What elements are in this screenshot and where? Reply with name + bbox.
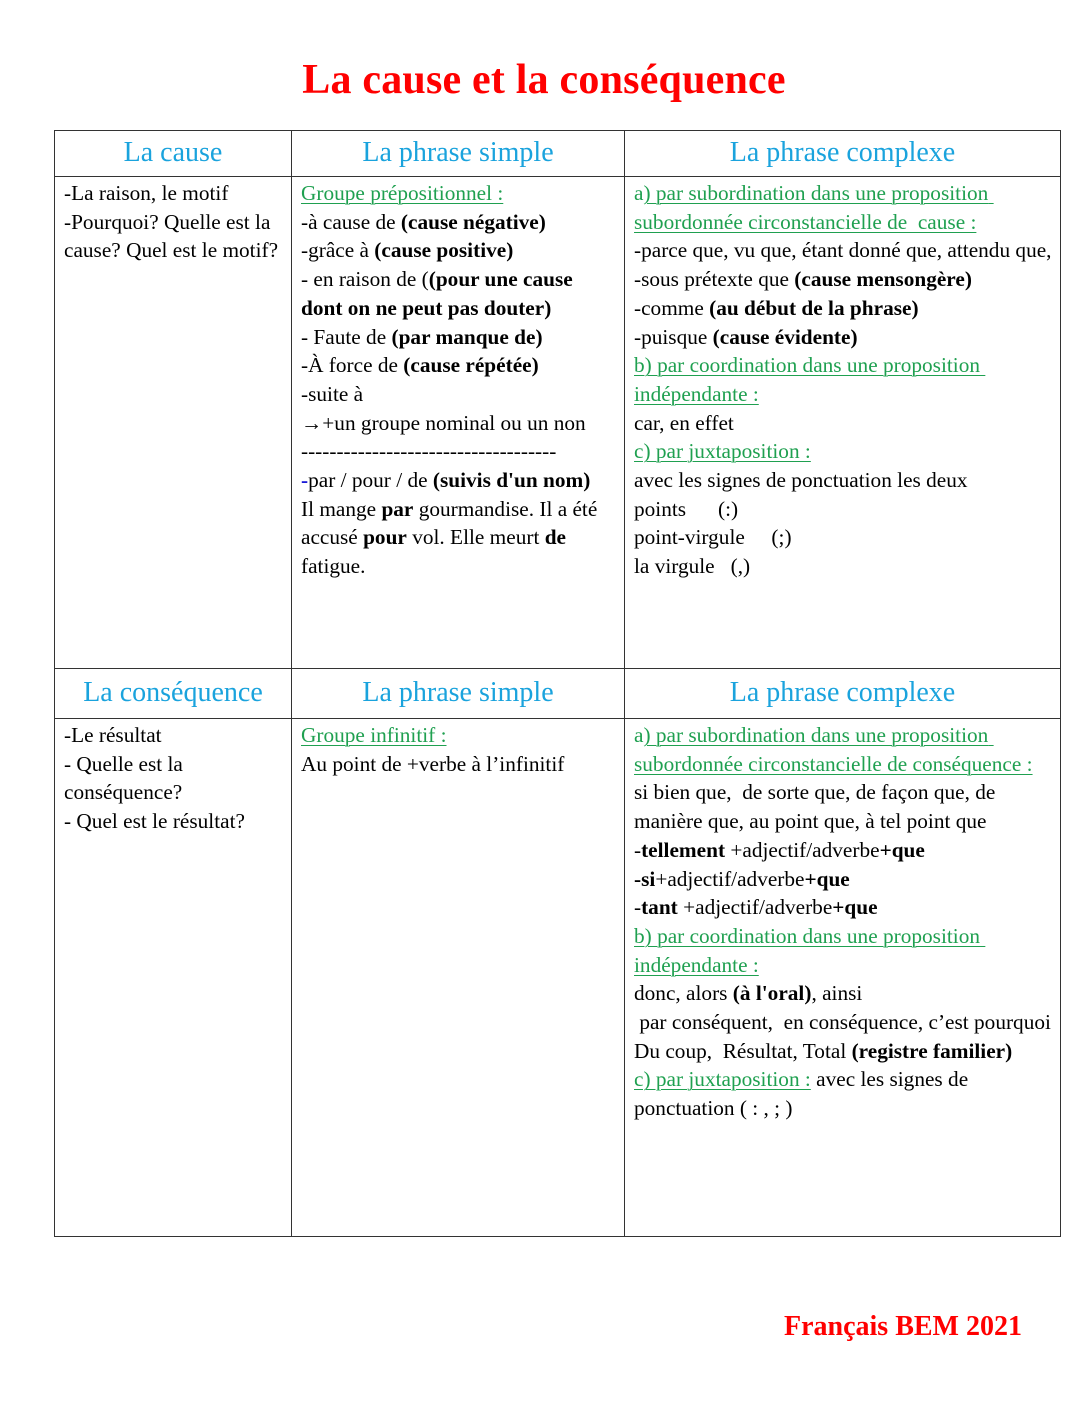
text-line: -si+adjectif/adverbe+que	[634, 866, 850, 891]
consequence-body-row	[55, 719, 1061, 1237]
text-line: la virgule (,)	[634, 554, 751, 579]
section-heading: Groupe infinitif :	[301, 723, 447, 747]
text-line: -comme (au début de la phrase)	[634, 295, 919, 320]
text-line: - Quel est le résultat?	[64, 809, 245, 834]
cause-header-row	[55, 131, 1061, 177]
section-heading: c) par juxtaposition :	[634, 1067, 811, 1092]
header-phrase-simple: La phrase simple	[292, 669, 625, 719]
header-phrase-complexe: La phrase complexe	[625, 131, 1061, 177]
example-text: Il mange par gourmandise. Il a été accusé pour vol. Elle meurt de fatigue.	[301, 496, 603, 579]
text-line: -parce que, vu que, étant donné que, attendu que,	[634, 238, 1052, 263]
text-line: -grâce à (cause positive)	[301, 238, 514, 263]
text-line: -La raison, le motif	[64, 181, 229, 205]
section-heading: b) par coordination dans une proposition indépendante :	[634, 353, 986, 406]
section-heading: Groupe prépositionnel :	[301, 181, 504, 205]
separator: ------------------------------------	[301, 439, 557, 464]
cause-simple-cell	[292, 177, 625, 669]
footer-label: Français BEM 2021	[784, 1311, 1022, 1342]
text-line: c) par juxtaposition : avec les signes de ponctuation ( : , ; )	[634, 1067, 974, 1121]
text-line: car, en effet	[634, 410, 734, 435]
text-line: Au point de +verbe à l’infinitif	[301, 751, 565, 776]
text-line: - en raison de ((pour une cause dont on ne peut pas douter)	[301, 267, 579, 320]
text-line: Du coup, Résultat, Total (registre familier)	[634, 1038, 1013, 1063]
text-line: point-virgule (;)	[634, 525, 792, 550]
text-line: donc, alors (à l'oral), ainsi	[634, 981, 863, 1006]
text-line: par conséquent, en conséquence, c’est pourquoi	[634, 1010, 1051, 1035]
cause-complex-cell	[625, 177, 1061, 669]
cause-consequence-table	[54, 130, 1061, 1237]
text-line: -Le résultat	[64, 723, 162, 747]
section-heading: b) par coordination dans une proposition indépendante :	[634, 923, 986, 977]
text-line: si bien que, de sorte que, de façon que, de manière que, au point que, à tel point que	[634, 780, 1001, 834]
text-line: -à cause de (cause négative)	[301, 209, 546, 234]
text-line: -par / pour / de (suivis d'un nom)	[301, 468, 591, 493]
consequence-simple-cell	[292, 719, 625, 1237]
cause-body-row	[55, 177, 1061, 669]
consequence-header-row	[55, 669, 1061, 719]
header-la-cause: La cause	[55, 131, 292, 177]
text-line: -À force de (cause répétée)	[301, 353, 539, 378]
text-line: - Quelle est la conséquence?	[64, 751, 189, 805]
text-line: -tellement +adjectif/adverbe+que	[634, 837, 925, 862]
text-line: avec les signes de ponctuation les deux	[634, 468, 968, 493]
text-line: -Pourquoi? Quelle est la cause? Quel est le motif?	[64, 209, 279, 263]
text-line: -puisque (cause évidente)	[634, 324, 858, 349]
section-heading: a) par subordination dans une proposition subordonnée circonstancielle de conséquence :	[634, 723, 1033, 776]
text-line: -tant +adjectif/adverbe+que	[634, 895, 878, 920]
text-line: →+un groupe nominal ou un non	[301, 410, 586, 435]
header-la-consequence: La conséquence	[55, 669, 292, 719]
section-heading: c) par juxtaposition :	[634, 439, 811, 464]
text-line: -suite à	[301, 381, 364, 406]
text-line: points (:)	[634, 496, 739, 521]
cause-definition-cell	[55, 177, 292, 669]
text-line: -sous prétexte que (cause mensongère)	[634, 267, 972, 292]
header-phrase-simple: La phrase simple	[292, 131, 625, 177]
header-phrase-complexe: La phrase complexe	[625, 669, 1061, 719]
page-title: La cause et la conséquence	[302, 57, 786, 103]
text-line: - Faute de (par manque de)	[301, 324, 543, 349]
section-heading: a) par subordination dans une proposition subordonnée circonstancielle de cause :	[634, 181, 994, 234]
consequence-complex-cell	[625, 719, 1061, 1237]
consequence-definition-cell	[55, 719, 292, 1237]
